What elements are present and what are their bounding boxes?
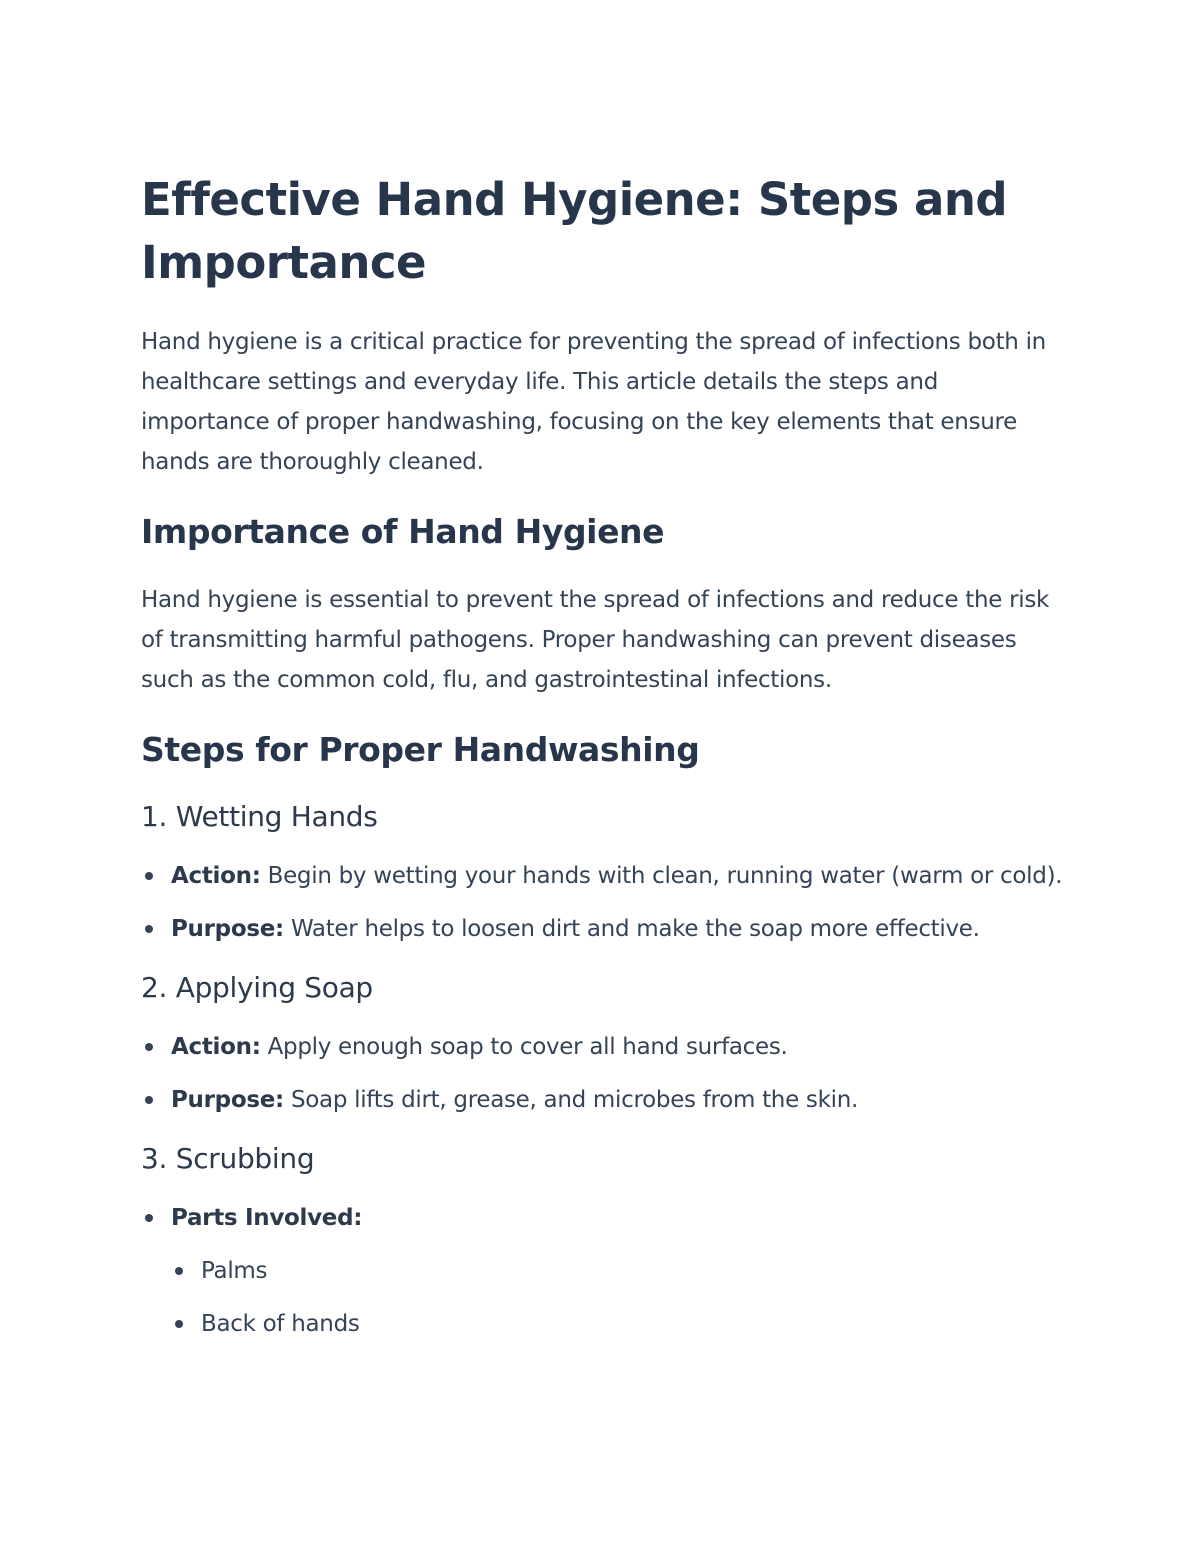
step-1-action-label: Action: bbox=[171, 863, 261, 889]
intro-paragraph: Hand hygiene is a critical practice for preventing the spread of infections both in healthcare settings and everyday life. This article details the steps and importance of proper handwashing, focusing on the key elements that ensure hands are thoroughly cleaned. bbox=[141, 329, 1046, 475]
importance-heading: Importance of Hand Hygiene bbox=[141, 512, 665, 551]
step-1-purpose-label: Purpose: bbox=[171, 916, 284, 942]
step-2-action-label: Action: bbox=[171, 1034, 261, 1060]
step-3-heading: 3. Scrubbing bbox=[141, 1142, 315, 1175]
step-2-purpose-label: Purpose: bbox=[171, 1087, 284, 1113]
step-2-purpose bbox=[141, 1080, 1071, 1120]
step-1-purpose bbox=[141, 909, 1071, 949]
step-1-action-text: Begin by wetting your hands with clean, running water (warm or cold). bbox=[260, 863, 1063, 889]
step-3-list bbox=[141, 1198, 1071, 1344]
step-2-action bbox=[141, 1027, 1071, 1067]
document-page bbox=[141, 168, 1071, 1364]
step-2-heading: 2. Applying Soap bbox=[141, 971, 373, 1004]
step-3-parts bbox=[141, 1198, 1071, 1344]
step-1-heading: 1. Wetting Hands bbox=[141, 800, 378, 833]
step-2-purpose-text: Soap lifts dirt, grease, and microbes from the skin. bbox=[283, 1087, 859, 1113]
step-1-action bbox=[141, 856, 1071, 896]
list-item: Back of hands bbox=[171, 1304, 1071, 1344]
page-title: Effective Hand Hygiene: Steps and Importance bbox=[141, 173, 1008, 289]
step-1-list bbox=[141, 856, 1071, 949]
step-3-parts-list bbox=[171, 1251, 1071, 1344]
steps-heading: Steps for Proper Handwashing bbox=[141, 730, 700, 769]
step-2-list bbox=[141, 1027, 1071, 1120]
step-3-parts-label: Parts Involved: bbox=[171, 1205, 363, 1231]
step-2-action-text: Apply enough soap to cover all hand surfaces. bbox=[260, 1034, 788, 1060]
step-1-purpose-text: Water helps to loosen dirt and make the soap more effective. bbox=[283, 916, 980, 942]
importance-paragraph: Hand hygiene is essential to prevent the spread of infections and reduce the risk of transmitting harmful pathogens. Proper handwashing can prevent diseases such as the common cold, flu, and gastrointestinal infections. bbox=[141, 587, 1050, 693]
list-item: Palms bbox=[171, 1251, 1071, 1291]
